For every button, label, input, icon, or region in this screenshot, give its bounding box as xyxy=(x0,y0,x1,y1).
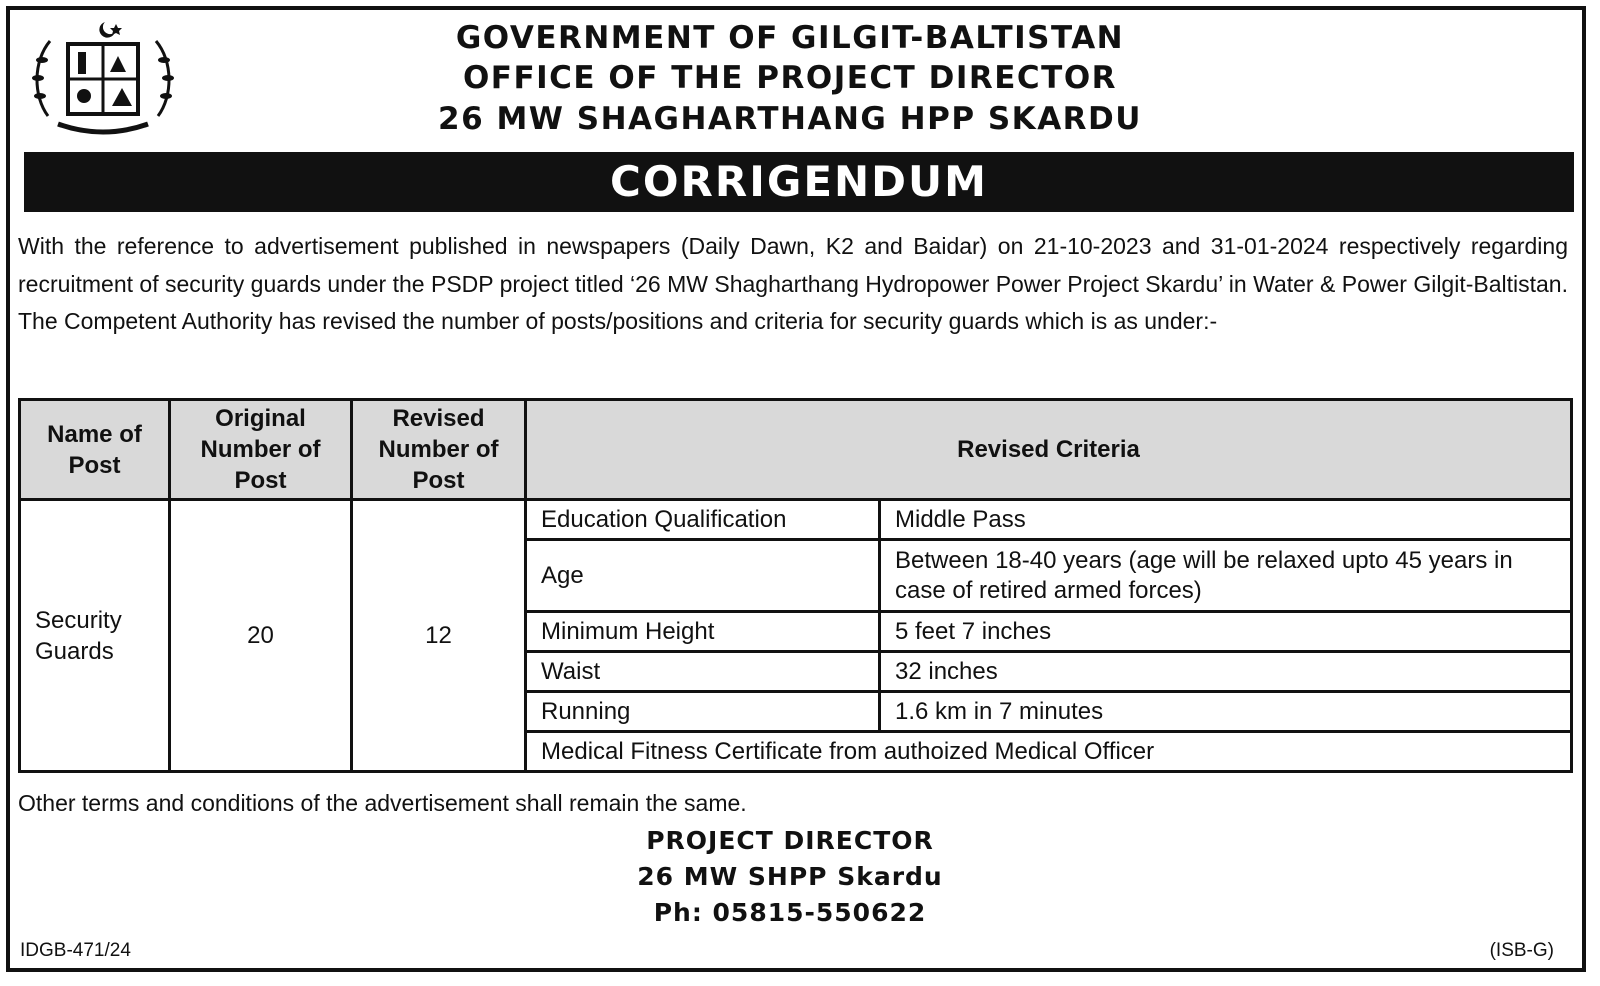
corrigendum-banner: CORRIGENDUM xyxy=(24,152,1574,212)
header-original-number: Original Number of Post xyxy=(170,400,352,500)
criteria-label: Waist xyxy=(526,652,880,692)
header-government: GOVERNMENT OF GILGIT-BALTISTAN xyxy=(455,20,1125,56)
post-name-cell: Security Guards xyxy=(20,500,170,772)
agency-code: (ISB-G) xyxy=(1489,940,1554,961)
header-office: OFFICE OF THE PROJECT DIRECTOR xyxy=(462,60,1118,96)
header-name-of-post: Name of Post xyxy=(20,400,170,500)
criteria-value: Between 18-40 years (age will be relaxed upto 45 years in case of retired armed forces) xyxy=(880,540,1572,612)
signatory-phone: Ph: 05815-550622 xyxy=(653,898,927,927)
intro-paragraph: With the reference to advertisement published in newspapers (Daily Dawn, K2 and Baidar) on 21-10-2023 and 31-01-2024 respectively regarding recruitment of security guards under the PSDP project titled ‘26 MW Shagharthang Hydropower Power Project Skardu’ in Water & Power Gilgit-Baltistan. The Competent Authority has revised the number of posts/positions and criteria for security guards which is as under:- xyxy=(18,233,1568,334)
header-project: 26 MW SHAGHARTHANG HPP SKARDU xyxy=(438,101,1142,137)
signatory-office: 26 MW SHPP Skardu xyxy=(637,862,943,891)
criteria-label: Running xyxy=(526,692,880,732)
table-row xyxy=(20,500,1572,540)
criteria-label: Minimum Height xyxy=(526,612,880,652)
criteria-label: Education Qualification xyxy=(526,500,880,540)
header-revised-criteria: Revised Criteria xyxy=(526,400,1572,500)
government-emblem-icon xyxy=(28,16,178,142)
header-revised-number: Revised Number of Post xyxy=(352,400,526,500)
signatory-title: PROJECT DIRECTOR xyxy=(646,826,934,855)
revised-number-cell: 12 xyxy=(352,500,526,772)
criteria-value: Middle Pass xyxy=(880,500,1572,540)
criteria-value: 5 feet 7 inches xyxy=(880,612,1572,652)
criteria-value: 32 inches xyxy=(880,652,1572,692)
medical-certificate-requirement: Medical Fitness Certificate from authoized Medical Officer xyxy=(526,732,1572,772)
criteria-table xyxy=(18,398,1573,773)
reference-code: IDGB-471/24 xyxy=(20,940,131,961)
table-header-row xyxy=(20,400,1572,500)
closing-statement: Other terms and conditions of the advertisement shall remain the same. xyxy=(18,790,747,816)
criteria-value: 1.6 km in 7 minutes xyxy=(880,692,1572,732)
original-number-cell: 20 xyxy=(170,500,352,772)
criteria-label: Age xyxy=(526,540,880,612)
